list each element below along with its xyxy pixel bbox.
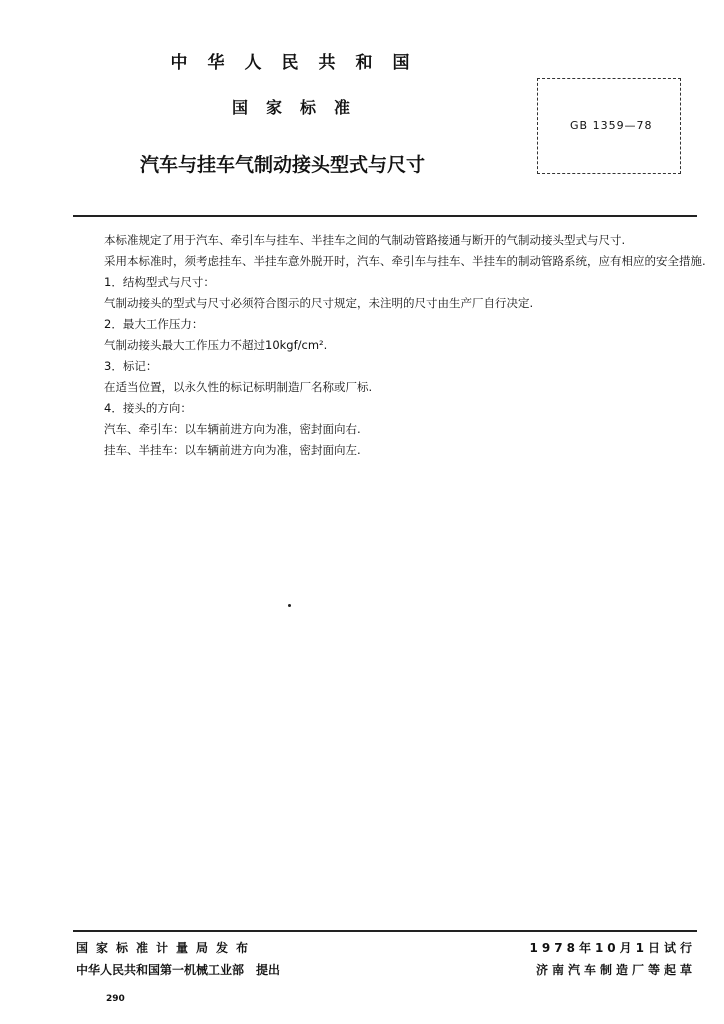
paragraph-safety: 采用本标准时，须考虑挂车、半挂车意外脱开时，汽车、牵引车与挂车、半挂车的制动管路系统，应有相应的安全措施.: [104, 254, 706, 268]
country-name: 中华人民共和国: [170, 53, 430, 73]
issuer-line: 国家标准计量局发布: [76, 941, 257, 955]
section-heading-2: 2．最大工作压力：: [104, 317, 204, 331]
drafter-line: 济南汽车制造厂等起草: [535, 963, 696, 977]
trial-date-line: 1978年10月1日试行: [529, 941, 696, 955]
page-number: 290: [106, 994, 125, 1004]
standard-code-box: [537, 78, 681, 174]
section-heading-1: 1．结构型式与尺寸：: [104, 275, 215, 289]
section-text-4a: 汽车、牵引车：以车辆前进方向为准，密封面向右.: [104, 422, 361, 436]
footer-divider: [73, 930, 697, 932]
section-text-2: 气制动接头最大工作压力不超过10kgf/cm².: [104, 338, 328, 352]
paragraph-scope: 本标准规定了用于汽车、牵引车与挂车、半挂车之间的气制动管路接通与断开的气制动接头型式与尺寸.: [104, 233, 626, 247]
section-text-4b: 挂车、半挂车：以车辆前进方向为准，密封面向左.: [104, 443, 361, 457]
section-heading-4: 4．接头的方向：: [104, 401, 192, 415]
scan-speck: [288, 604, 291, 607]
standard-type: 国家标准: [231, 98, 368, 117]
header-divider: [73, 215, 697, 217]
proposer-line: 中华人民共和国第一机械工业部 提出: [76, 963, 281, 977]
section-heading-3: 3．标记：: [104, 359, 158, 373]
standard-code: GB 1359—78: [570, 119, 653, 132]
document-body: [76, 230, 706, 461]
section-text-3: 在适当位置，以永久性的标记标明制造厂名称或厂标.: [104, 380, 373, 394]
section-text-1: 气制动接头的型式与尺寸必须符合图示的尺寸规定，未注明的尺寸由生产厂自行决定.: [104, 296, 534, 310]
document-title: 汽车与挂车气制动接头型式与尺寸: [140, 154, 426, 176]
